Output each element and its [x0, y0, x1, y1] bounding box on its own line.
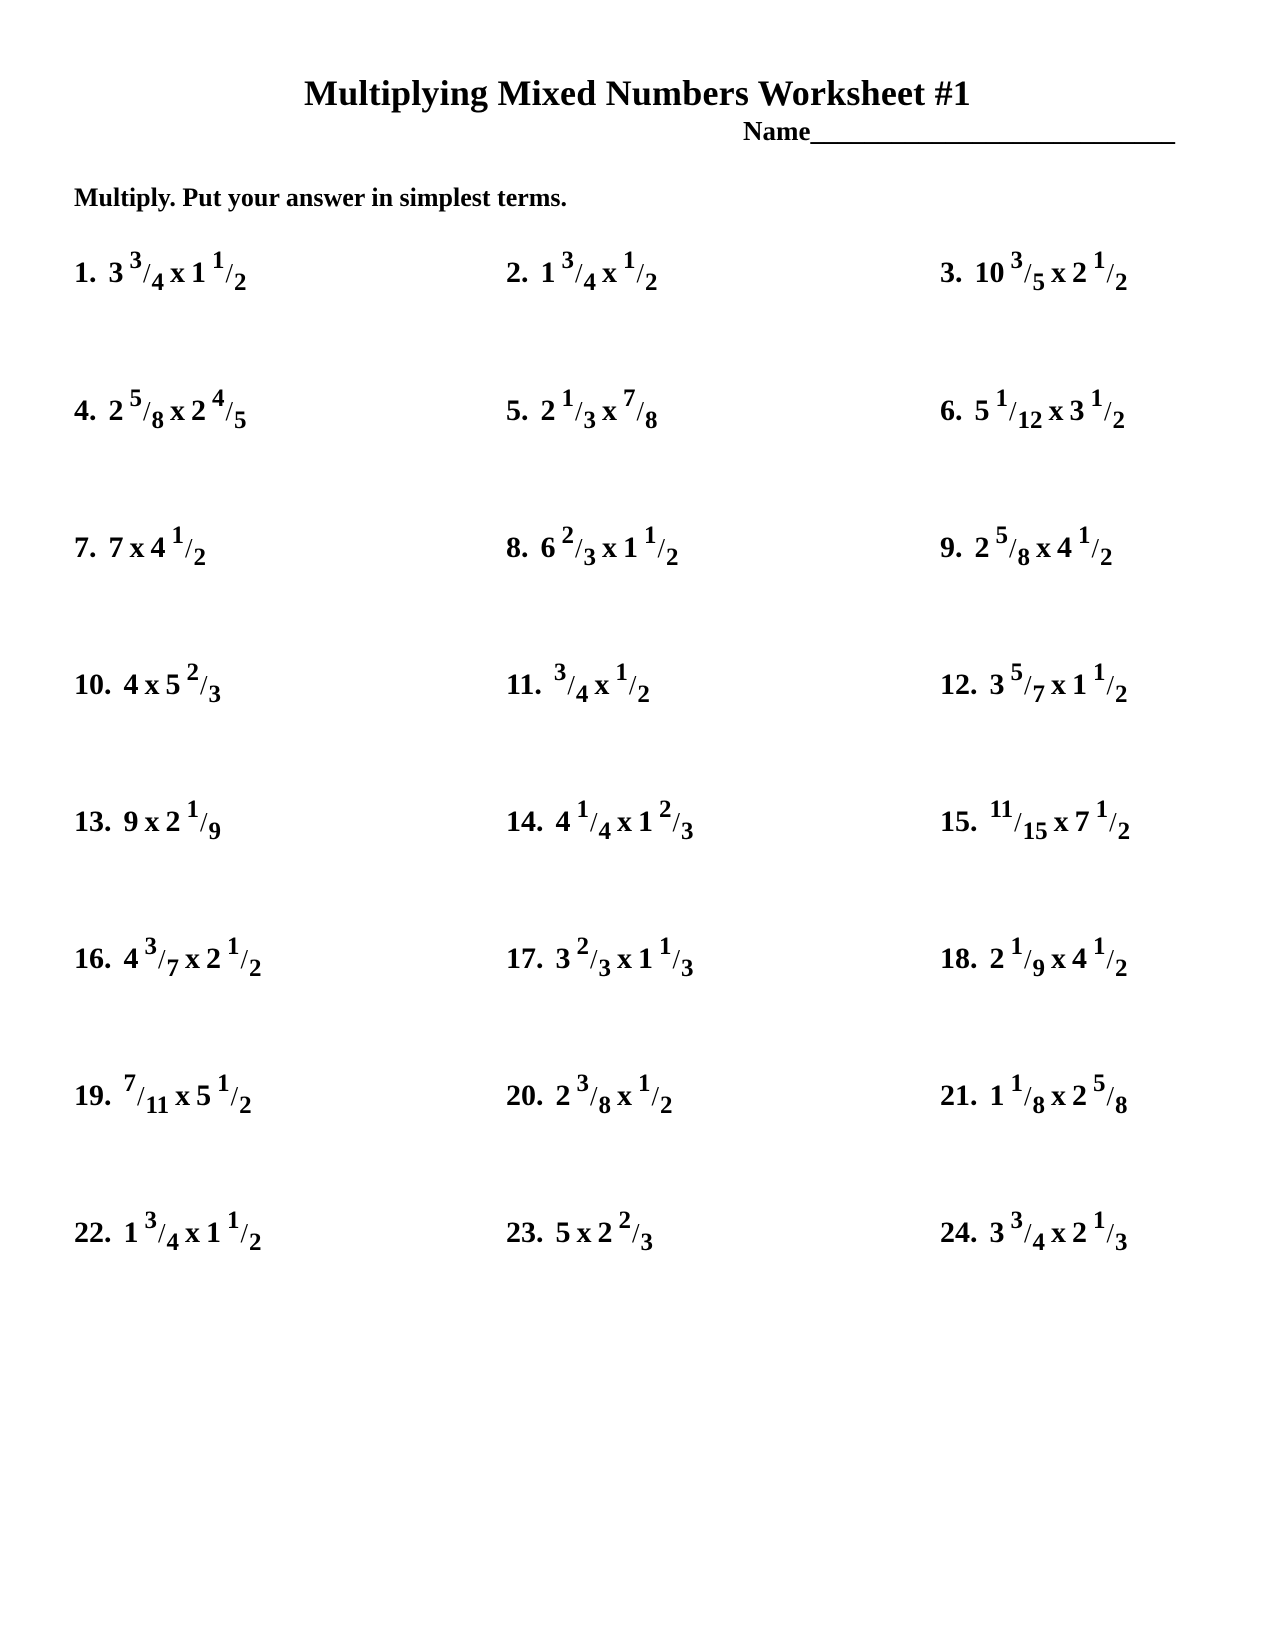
fraction-slash: /: [575, 396, 583, 426]
denominator: 3: [583, 544, 597, 571]
fraction: [623, 247, 658, 296]
numerator: 1: [644, 522, 657, 549]
problem-10: [74, 659, 222, 708]
whole-number: 2: [974, 531, 990, 564]
whole-number: 2: [989, 942, 1005, 975]
multiply-operator: x: [144, 805, 160, 838]
denominator: 2: [1115, 269, 1128, 296]
whole-number: 2: [597, 1216, 613, 1249]
denominator: 8: [1032, 1092, 1046, 1119]
denominator: 3: [681, 818, 694, 845]
fraction: [989, 796, 1048, 845]
denominator: 3: [598, 955, 612, 982]
fraction: [1090, 385, 1126, 434]
whole-number: 5: [196, 1079, 212, 1112]
fraction-slash: /: [1024, 258, 1032, 288]
whole-number: 1: [623, 531, 639, 564]
fraction-slash: /: [1014, 807, 1022, 837]
problem-number: 7.: [74, 531, 97, 564]
whole-number: 6: [540, 531, 556, 564]
problem-number: 3.: [940, 256, 963, 289]
whole-number: 3: [1069, 394, 1085, 427]
whole-number: 1: [638, 942, 654, 975]
problem-number: 8.: [506, 531, 529, 564]
problem-number: 15.: [940, 805, 978, 838]
fraction-slash: /: [590, 807, 598, 837]
problem-number: 17.: [506, 942, 544, 975]
numerator: 3: [1010, 1207, 1023, 1234]
numerator: 1: [1090, 385, 1104, 412]
fraction: [618, 1207, 654, 1256]
problem-13: [74, 796, 222, 845]
whole-number: 4: [123, 668, 139, 701]
fraction: [995, 385, 1043, 434]
numerator: 1: [995, 385, 1008, 412]
fraction-slash: /: [1106, 258, 1115, 288]
denominator: 9: [208, 818, 222, 845]
problem-15: [940, 796, 1131, 845]
problem-6: [940, 385, 1126, 434]
fraction-slash: /: [636, 396, 645, 426]
denominator: 2: [1115, 681, 1128, 708]
fraction: [1095, 796, 1131, 845]
multiply-operator: x: [170, 256, 186, 289]
whole-number: 3: [989, 668, 1005, 701]
denominator: 4: [151, 269, 165, 296]
multiply-operator: x: [1051, 1216, 1067, 1249]
denominator: 8: [598, 1092, 612, 1119]
problem-number: 13.: [74, 805, 112, 838]
problem-22: [74, 1207, 262, 1256]
numerator: 2: [659, 796, 672, 823]
fraction: [212, 385, 247, 434]
whole-number: 4: [1072, 942, 1088, 975]
denominator: 3: [681, 955, 694, 982]
denominator: 2: [249, 955, 262, 982]
fraction-slash: /: [200, 670, 208, 700]
fraction-slash: /: [1024, 1218, 1032, 1248]
problem-23: [506, 1207, 654, 1256]
fraction-slash: /: [137, 1081, 145, 1111]
fraction-slash: /: [636, 258, 645, 288]
fraction: [186, 796, 222, 845]
problem-17: [506, 933, 694, 982]
multiply-operator: x: [1051, 668, 1067, 701]
denominator: 4: [575, 681, 589, 708]
fraction-slash: /: [632, 1218, 640, 1248]
denominator: 2: [1112, 407, 1126, 434]
fraction: [1093, 247, 1128, 296]
numerator: 1: [1093, 1207, 1106, 1234]
fraction: [1093, 1070, 1128, 1119]
numerator: 1: [576, 796, 589, 823]
numerator: 7: [623, 385, 636, 412]
problem-8: [506, 522, 679, 571]
problem-2: [506, 247, 658, 296]
denominator: 4: [1032, 1229, 1046, 1256]
denominator: 2: [1100, 544, 1113, 571]
denominator: 2: [193, 544, 207, 571]
denominator: 4: [166, 1229, 180, 1256]
problem-14: [506, 796, 694, 845]
fraction: [186, 659, 222, 708]
denominator: 8: [645, 407, 658, 434]
denominator: 4: [583, 269, 597, 296]
numerator: 1: [1093, 659, 1106, 686]
problem-number: 14.: [506, 805, 544, 838]
problem-number: 16.: [74, 942, 112, 975]
whole-number: 2: [1072, 1216, 1088, 1249]
problem-number: 10.: [74, 668, 112, 701]
numerator: 5: [129, 385, 142, 412]
multiply-operator: x: [617, 942, 633, 975]
numerator: 1: [212, 247, 225, 274]
fraction-slash: /: [200, 807, 208, 837]
fraction-slash: /: [158, 1218, 166, 1248]
fraction-slash: /: [143, 258, 151, 288]
fraction-slash: /: [1106, 944, 1115, 974]
whole-number: 2: [540, 394, 556, 427]
denominator: 11: [145, 1092, 170, 1119]
problem-number: 23.: [506, 1216, 544, 1249]
problem-number: 4.: [74, 394, 97, 427]
multiply-operator: x: [1051, 942, 1067, 975]
problem-18: [940, 933, 1128, 982]
fraction-slash: /: [567, 670, 575, 700]
problem-21: [940, 1070, 1128, 1119]
fraction: [1010, 659, 1046, 708]
numerator: 1: [227, 1207, 240, 1234]
fraction: [1093, 933, 1128, 982]
numerator: 2: [576, 933, 589, 960]
whole-number: 2: [1072, 1079, 1088, 1112]
whole-number: 3: [108, 256, 124, 289]
fraction-slash: /: [240, 944, 249, 974]
multiply-operator: x: [1051, 1079, 1067, 1112]
numerator: 1: [186, 796, 199, 823]
whole-number: 4: [150, 531, 166, 564]
numerator: 3: [129, 247, 142, 274]
whole-number: 2: [555, 1079, 571, 1112]
fraction-slash: /: [185, 533, 193, 563]
fraction: [129, 385, 165, 434]
fraction: [561, 522, 597, 571]
problem-number: 6.: [940, 394, 963, 427]
numerator: 1: [217, 1070, 230, 1097]
whole-number: 1: [540, 256, 556, 289]
numerator: 5: [995, 522, 1008, 549]
denominator: 12: [1017, 407, 1043, 434]
multiply-operator: x: [602, 256, 618, 289]
denominator: 5: [234, 407, 247, 434]
problem-1: [74, 247, 247, 296]
problem-20: [506, 1070, 673, 1119]
fraction: [615, 659, 650, 708]
multiply-operator: x: [602, 531, 618, 564]
multiply-operator: x: [617, 805, 633, 838]
whole-number: 1: [1072, 668, 1088, 701]
fraction: [576, 796, 612, 845]
fraction: [644, 522, 679, 571]
fraction: [171, 522, 207, 571]
fraction: [1010, 247, 1046, 296]
problem-12: [940, 659, 1128, 708]
denominator: 2: [239, 1092, 252, 1119]
denominator: 2: [1117, 818, 1131, 845]
fraction-slash: /: [657, 533, 666, 563]
problem-number: 5.: [506, 394, 529, 427]
fraction-slash: /: [1024, 1081, 1032, 1111]
fraction: [561, 385, 597, 434]
whole-number: 2: [1072, 256, 1088, 289]
fraction: [623, 385, 658, 434]
numerator: 4: [212, 385, 225, 412]
whole-number: 4: [123, 942, 139, 975]
problem-4: [74, 385, 247, 434]
fraction-slash: /: [1024, 670, 1032, 700]
denominator: 8: [1115, 1092, 1128, 1119]
numerator: 1: [1093, 247, 1106, 274]
problem-number: 2.: [506, 256, 529, 289]
fraction: [1093, 659, 1128, 708]
fraction: [123, 1070, 170, 1119]
fraction: [561, 247, 597, 296]
numerator: 5: [1093, 1070, 1106, 1097]
whole-number: 5: [555, 1216, 571, 1249]
problem-5: [506, 385, 658, 434]
instructions: Multiply. Put your answer in simplest terms.: [74, 183, 568, 212]
numerator: 11: [989, 796, 1014, 823]
problem-9: [940, 522, 1113, 571]
fraction: [576, 933, 612, 982]
numerator: 1: [227, 933, 240, 960]
fraction: [1010, 933, 1046, 982]
whole-number: 4: [1057, 531, 1073, 564]
multiply-operator: x: [129, 531, 145, 564]
fraction-slash: /: [575, 258, 583, 288]
denominator: 3: [1115, 1229, 1128, 1256]
fraction: [553, 659, 589, 708]
whole-number: 1: [123, 1216, 139, 1249]
fraction-slash: /: [240, 1218, 249, 1248]
denominator: 9: [1032, 955, 1046, 982]
fraction: [659, 933, 694, 982]
numerator: 2: [561, 522, 574, 549]
denominator: 2: [660, 1092, 673, 1119]
numerator: 1: [1093, 933, 1106, 960]
problem-3: [940, 247, 1128, 296]
denominator: 2: [249, 1229, 262, 1256]
whole-number: 4: [555, 805, 571, 838]
numerator: 1: [1095, 796, 1109, 823]
problem-number: 12.: [940, 668, 978, 701]
fraction: [212, 247, 247, 296]
whole-number: 1: [206, 1216, 222, 1249]
denominator: 4: [598, 818, 612, 845]
fraction-slash: /: [672, 944, 681, 974]
problem-number: 9.: [940, 531, 963, 564]
problem-16: [74, 933, 262, 982]
numerator: 1: [561, 385, 574, 412]
numerator: 3: [1010, 247, 1023, 274]
denominator: 3: [583, 407, 597, 434]
whole-number: 1: [989, 1079, 1005, 1112]
fraction-slash: /: [590, 944, 598, 974]
multiply-operator: x: [1051, 256, 1067, 289]
whole-number: 2: [165, 805, 181, 838]
denominator: 5: [1032, 269, 1046, 296]
numerator: 3: [144, 933, 157, 960]
fraction: [1078, 522, 1113, 571]
fraction-slash: /: [1091, 533, 1100, 563]
name-field[interactable]: Name___________________________: [743, 116, 1175, 146]
problem-number: 1.: [74, 256, 97, 289]
fraction: [659, 796, 694, 845]
numerator: 3: [144, 1207, 157, 1234]
denominator: 2: [666, 544, 679, 571]
denominator: 2: [234, 269, 247, 296]
problem-number: 22.: [74, 1216, 112, 1249]
fraction: [227, 933, 262, 982]
numerator: 5: [1010, 659, 1023, 686]
fraction-slash: /: [1009, 533, 1017, 563]
denominator: 3: [208, 681, 222, 708]
multiply-operator: x: [144, 668, 160, 701]
problem-24: [940, 1207, 1128, 1256]
fraction-slash: /: [651, 1081, 660, 1111]
numerator: 3: [553, 659, 567, 686]
numerator: 3: [576, 1070, 589, 1097]
numerator: 7: [123, 1070, 136, 1097]
numerator: 1: [623, 247, 636, 274]
numerator: 2: [618, 1207, 631, 1234]
whole-number: 10: [974, 256, 1005, 289]
fraction: [144, 933, 180, 982]
whole-number: 3: [555, 942, 571, 975]
problem-number: 20.: [506, 1079, 544, 1112]
fraction: [129, 247, 165, 296]
fraction-slash: /: [1106, 670, 1115, 700]
fraction-slash: /: [1104, 396, 1112, 426]
denominator: 15: [1022, 818, 1048, 845]
fraction-slash: /: [1109, 807, 1117, 837]
fraction: [1010, 1207, 1046, 1256]
fraction-slash: /: [158, 944, 166, 974]
fraction-slash: /: [1106, 1218, 1115, 1248]
problem-number: 11.: [506, 668, 542, 701]
problem-number: 21.: [940, 1079, 978, 1112]
fraction: [995, 522, 1031, 571]
whole-number: 2: [191, 394, 207, 427]
fraction: [576, 1070, 612, 1119]
problem-7: [74, 522, 207, 571]
fraction-slash: /: [1106, 1081, 1115, 1111]
whole-number: 3: [989, 1216, 1005, 1249]
multiply-operator: x: [576, 1216, 592, 1249]
whole-number: 7: [1074, 805, 1090, 838]
denominator: 7: [166, 955, 180, 982]
multiply-operator: x: [1053, 805, 1069, 838]
multiply-operator: x: [185, 1216, 201, 1249]
fraction-slash: /: [575, 533, 583, 563]
numerator: 1: [638, 1070, 651, 1097]
fraction: [144, 1207, 180, 1256]
fraction-slash: /: [1024, 944, 1032, 974]
fraction-slash: /: [143, 396, 151, 426]
fraction-slash: /: [590, 1081, 598, 1111]
fraction: [638, 1070, 673, 1119]
numerator: 1: [659, 933, 672, 960]
multiply-operator: x: [594, 668, 610, 701]
multiply-operator: x: [617, 1079, 633, 1112]
whole-number: 1: [191, 256, 207, 289]
multiply-operator: x: [185, 942, 201, 975]
denominator: 8: [1017, 544, 1031, 571]
multiply-operator: x: [175, 1079, 191, 1112]
fraction: [1010, 1070, 1046, 1119]
denominator: 3: [640, 1229, 654, 1256]
whole-number: 2: [108, 394, 124, 427]
numerator: 1: [1010, 933, 1023, 960]
whole-number: 7: [108, 531, 124, 564]
multiply-operator: x: [1036, 531, 1052, 564]
problem-19: [74, 1070, 252, 1119]
whole-number: 5: [165, 668, 181, 701]
numerator: 1: [1078, 522, 1091, 549]
fraction-slash: /: [628, 670, 637, 700]
numerator: 1: [1010, 1070, 1023, 1097]
numerator: 1: [615, 659, 628, 686]
whole-number: 5: [974, 394, 990, 427]
problem-number: 19.: [74, 1079, 112, 1112]
numerator: 3: [561, 247, 574, 274]
fraction: [1093, 1207, 1128, 1256]
multiply-operator: x: [170, 394, 186, 427]
multiply-operator: x: [1048, 394, 1064, 427]
denominator: 2: [1115, 955, 1128, 982]
whole-number: 2: [206, 942, 222, 975]
fraction-slash: /: [230, 1081, 239, 1111]
worksheet-title: Multiplying Mixed Numbers Worksheet #1: [304, 73, 971, 113]
whole-number: 1: [638, 805, 654, 838]
fraction-slash: /: [225, 258, 234, 288]
fraction-slash: /: [672, 807, 681, 837]
denominator: 8: [151, 407, 165, 434]
fraction-slash: /: [225, 396, 234, 426]
numerator: 2: [186, 659, 199, 686]
problem-number: 24.: [940, 1216, 978, 1249]
denominator: 7: [1032, 681, 1046, 708]
numerator: 1: [171, 522, 184, 549]
problem-number: 18.: [940, 942, 978, 975]
problem-11: [506, 659, 650, 708]
multiply-operator: x: [602, 394, 618, 427]
fraction: [227, 1207, 262, 1256]
fraction: [217, 1070, 252, 1119]
fraction-slash: /: [1009, 396, 1017, 426]
denominator: 2: [645, 269, 658, 296]
denominator: 2: [637, 681, 650, 708]
whole-number: 9: [123, 805, 139, 838]
